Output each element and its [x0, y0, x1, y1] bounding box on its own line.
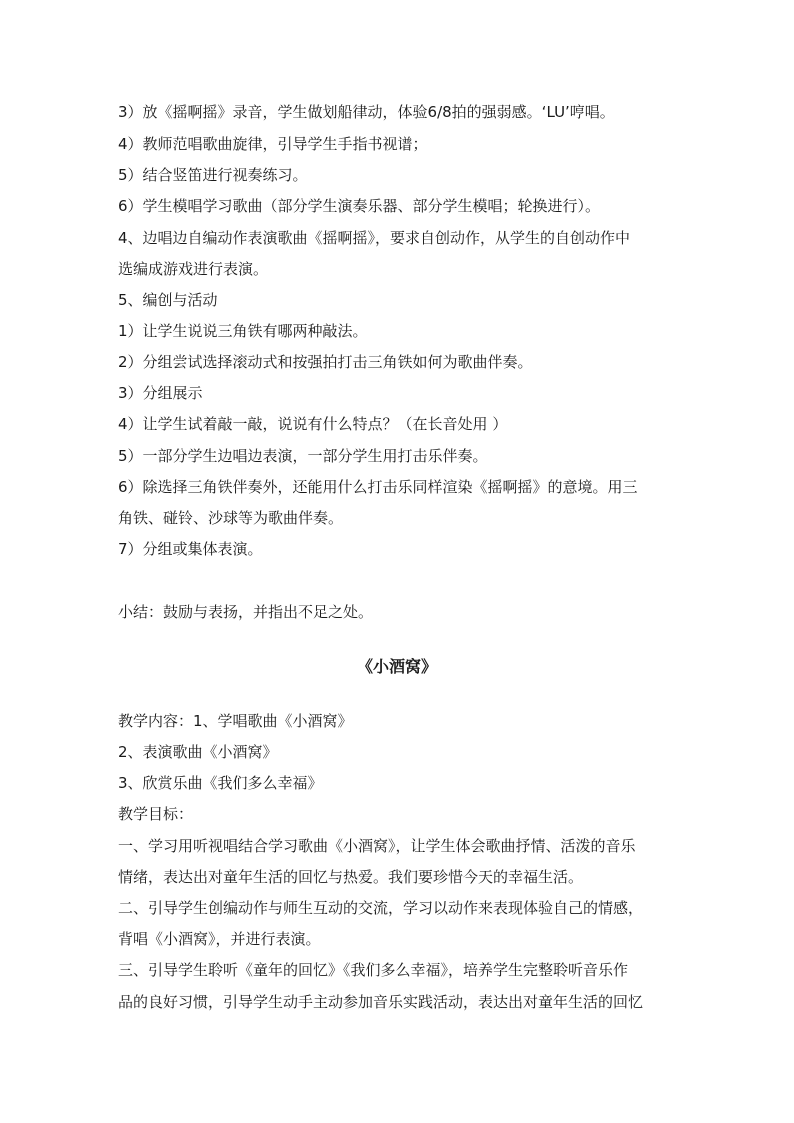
- text-line: 选编成游戏进行表演。: [118, 260, 269, 278]
- text-line: 二、引导学生创编动作与师生互动的交流，学习以动作来表现体验自己的情感，: [118, 899, 644, 917]
- text-line: 三、引导学生聆听《童年的回忆》《我们多么幸福》，培养学生完整聆听音乐作: [118, 961, 629, 979]
- text-line: 教学内容：1、学唱歌曲《小酒窝》: [118, 712, 353, 730]
- text-line: 1）让学生说说三角铁有哪两种敲法。: [118, 322, 368, 340]
- text-line: 3）分组展示: [118, 384, 203, 402]
- text-line: 5）一部分学生边唱边表演，一部分学生用打击乐伴奏。: [118, 447, 488, 465]
- text-line: 品的良好习惯，引导学生动手主动参加音乐实践活动，表达出对童年生活的回忆: [118, 993, 644, 1011]
- text-line: 5）结合竖笛进行视奏练习。: [118, 166, 308, 184]
- summary-line: 小结：鼓励与表扬，并指出不足之处。: [118, 603, 374, 621]
- text-line: 情绪，表达出对童年生活的回忆与热爱。我们要珍惜今天的幸福生活。: [118, 868, 584, 886]
- text-line: 一、学习用听视唱结合学习歌曲《小酒窝》，让学生体会歌曲抒情、活泼的音乐: [118, 837, 636, 855]
- text-line: 6）学生模唱学习歌曲（部分学生演奏乐器、部分学生模唱；轮换进行）。: [118, 197, 601, 215]
- text-line: 5、编创与活动: [118, 291, 218, 309]
- text-line: 4）让学生试着敲一敲，说说有什么特点？（在长音处用 ）: [118, 415, 508, 433]
- text-line: 背唱《小酒窝》，并进行表演。: [118, 930, 321, 948]
- text-line: 6）除选择三角铁伴奏外，还能用什么打击乐同样渲染《摇啊摇》的意境。用三: [118, 478, 638, 496]
- text-line: 角铁、碰铃、沙球等为歌曲伴奏。: [118, 509, 344, 527]
- text-line: 3）放《摇啊摇》录音，学生做划船律动，体验6/8拍的强弱感。‘LU’哼唱。: [118, 103, 615, 121]
- text-line: 7）分组或集体表演。: [118, 540, 263, 558]
- text-line: 4）教师范唱歌曲旋律，引导学生手指书视谱；: [118, 135, 428, 153]
- section-title: 《小酒窝》: [356, 657, 437, 676]
- text-line: 2）分组尝试选择滚动式和按强拍打击三角铁如何为歌曲伴奏。: [118, 353, 533, 371]
- text-line: 2、表演歌曲《小酒窝》: [118, 743, 278, 761]
- text-line: 4、边唱边自编动作表演歌曲《摇啊摇》，要求自创动作，从学生的自创动作中: [118, 229, 631, 247]
- text-line: 教学目标：: [118, 805, 194, 823]
- text-line: 3、欣赏乐曲《我们多么幸福》: [118, 774, 323, 792]
